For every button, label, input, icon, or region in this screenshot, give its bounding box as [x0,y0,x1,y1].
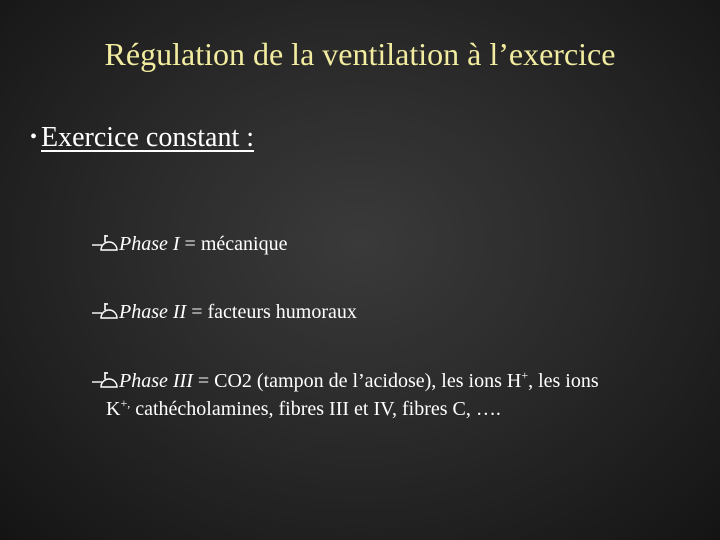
phase-label: Phase I [119,233,180,255]
phase-description: mécanique [200,233,288,255]
sub-item-phase-1: Phase I = mécanique [91,230,287,258]
minus-circle-icon [91,301,119,321]
slide-title: Régulation de la ventilation à l’exercice [104,36,616,72]
sub-item-phase-2: Phase II = facteurs humoraux [91,298,357,326]
sub-item-phase-3: Phase III = CO2 (tampon de l’acidose), les ions H+, les ions K+, cathécholamines, fibres III et IV, fibres C, …. [91,367,701,423]
bullet-dot-icon: • [30,126,38,148]
minus-circle-icon [91,233,119,253]
phase-description: facteurs humoraux [207,301,357,323]
main-bullet [30,122,254,154]
minus-circle-icon [91,370,119,390]
phase-description: CO2 (tampon de l’acidose), les ions H [214,370,522,392]
phase-label: Phase III [119,370,193,392]
phase-description-continued: K+, cathécholamines, fibres III et IV, fibres C, …. [106,396,501,420]
phase-label: Phase II [119,301,187,323]
main-bullet-label: Exercice constant : [41,122,255,153]
